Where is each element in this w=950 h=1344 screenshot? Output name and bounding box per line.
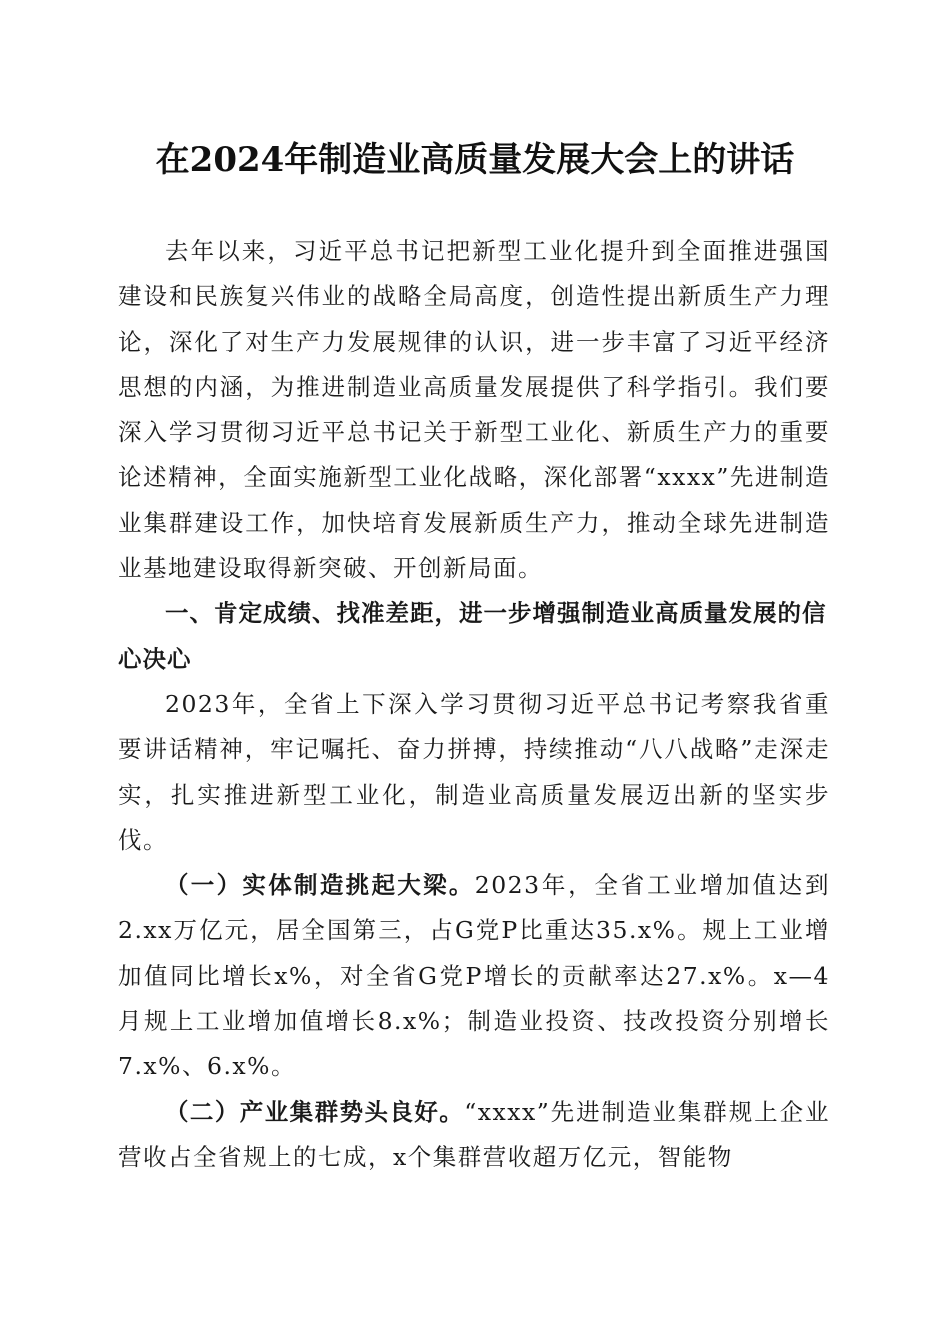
intro-paragraph: 去年以来，习近平总书记把新型工业化提升到全面推进强国建设和民族复兴伟业的战略全局高度，创造性提出新质生产力理论，深化了对生产力发展规律的认识，进一步丰富了习近平经济思想的内涵，为推进制造业高质量发展提供了科学指引。我们要深入学习贯彻习近平总书记关于新型工业化、新质生产力的重要论述精神，全面实施新型工业化战略，深化部署“xxxx”先进制造业集群建设工作，加快培育发展新质生产力，推动全球先进制造业基地建设取得新突破、开创新局面。 bbox=[118, 237, 830, 583]
item-1-label: （一）实体制造挑起大梁。 bbox=[165, 871, 475, 900]
section-heading-1: 一、肯定成绩、找准差距，进一步增强制造业高质量发展的信心决心 bbox=[118, 599, 827, 673]
item-1-paragraph bbox=[118, 863, 830, 1089]
item-2-text: “xxxx”先进制造业集群规上企业营收占全省规上的七成，x个集群营收超万亿元，智能物 bbox=[118, 1097, 831, 1171]
document-title: 在2024年制造业高质量发展大会上的讲话 bbox=[155, 140, 795, 180]
item-2-paragraph bbox=[118, 1090, 830, 1181]
item-1-text: 2023年，全省工业增加值达到2.xx万亿元，居全国第三，占G党P比重达35.x%。规上工业增加值同比增长x%，对全省G党P增长的贡献率达27.x%。x—4月规上工业增加值增长8.x%；制造业投资、技改投资分别增长7.x%、6.x%。 bbox=[118, 871, 830, 1081]
section-1-paragraph: 2023年，全省上下深入学习贯彻习近平总书记考察我省重要讲话精神，牢记嘱托、奋力拼搏，持续推动“八八战略”走深走实，扎实推进新型工业化，制造业高质量发展迈出新的坚实步伐。 bbox=[118, 689, 830, 854]
item-2-label: （二）产业集群势头良好。 bbox=[165, 1097, 465, 1126]
document-body bbox=[118, 229, 830, 1180]
